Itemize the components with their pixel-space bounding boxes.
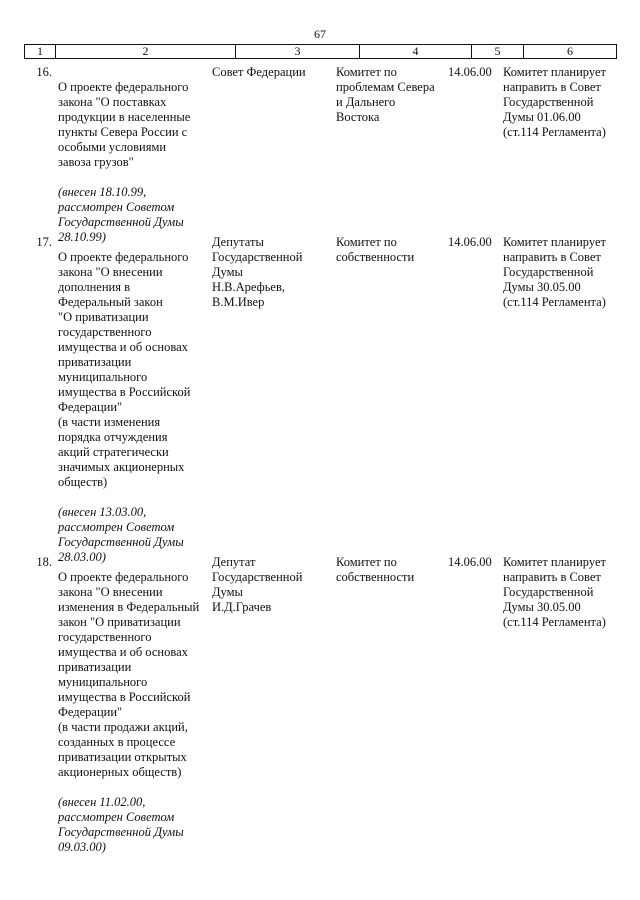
plan-note: Комитет планирует направить в Совет Государственной Думы 01.06.00 (ст.114 Регламента) — [503, 65, 606, 139]
plan-note: Комитет планирует направить в Совет Государственной Думы 30.05.00 (ст.114 Регламента) — [503, 555, 606, 629]
bill-note: (внесен 11.02.00, рассмотрен Советом Государственной Думы 09.03.00) — [58, 795, 184, 854]
header-col-4: 4 — [360, 45, 472, 58]
bill-note: (внесен 18.10.99, рассмотрен Советом Государственной Думы 28.10.99) — [58, 185, 184, 244]
table-header — [24, 44, 617, 59]
responsible-committee: Комитет по собственности — [336, 235, 415, 264]
bill-author: Депутаты Государственной Думы Н.В.Арефьев, В.М.Ивер — [212, 235, 303, 309]
plan-note: Комитет планирует направить в Совет Государственной Думы 30.05.00 (ст.114 Регламента) — [503, 235, 606, 309]
date: 14.06.00 — [448, 555, 492, 569]
header-col-2: 2 — [56, 45, 236, 58]
header-col-3: 3 — [236, 45, 360, 58]
header-col-5: 5 — [472, 45, 524, 58]
header-col-1: 1 — [25, 45, 56, 58]
bill-title: О проекте федерального закона "О внесении изменения в Федеральный закон "О приватизации государственного имущества и об основах приватизации муниципального имущества в Российской Федерации" (в части продажи акций, созданных в процессе приватизации открытых акционерных обществ) — [58, 570, 200, 779]
row-number: 16. — [36, 65, 52, 79]
bill-author: Депутат Государственной Думы И.Д.Грачев — [212, 555, 303, 614]
header-col-6: 6 — [567, 44, 573, 58]
row-number: 18. — [36, 555, 52, 569]
bill-description — [58, 235, 218, 580]
bill-author: Совет Федерации — [212, 65, 306, 79]
bill-description — [58, 555, 218, 870]
responsible-committee: Комитет по проблемам Севера и Дальнего Востока — [336, 65, 435, 124]
bill-note: (внесен 13.03.00, рассмотрен Советом Государственной Думы 28.03.00) — [58, 505, 184, 564]
bill-description — [58, 65, 218, 260]
date: 14.06.00 — [448, 65, 492, 79]
date: 14.06.00 — [448, 235, 492, 249]
page-number: 67 — [314, 27, 326, 41]
row-number: 17. — [36, 235, 52, 249]
responsible-committee: Комитет по собственности — [336, 555, 415, 584]
bill-title: О проекте федерального закона "О внесении дополнения в Федеральный закон "О приватизации государственного имущества и об основах приватизации муниципального имущества в Российской Федерации" (в части изменения порядка отчуждения акций стратегически значимых акционерных обществ) — [58, 250, 191, 489]
bill-title: О проекте федерального закона "О поставках продукции в населенные пункты Севера России с особыми условиями завоза грузов" — [58, 80, 191, 169]
